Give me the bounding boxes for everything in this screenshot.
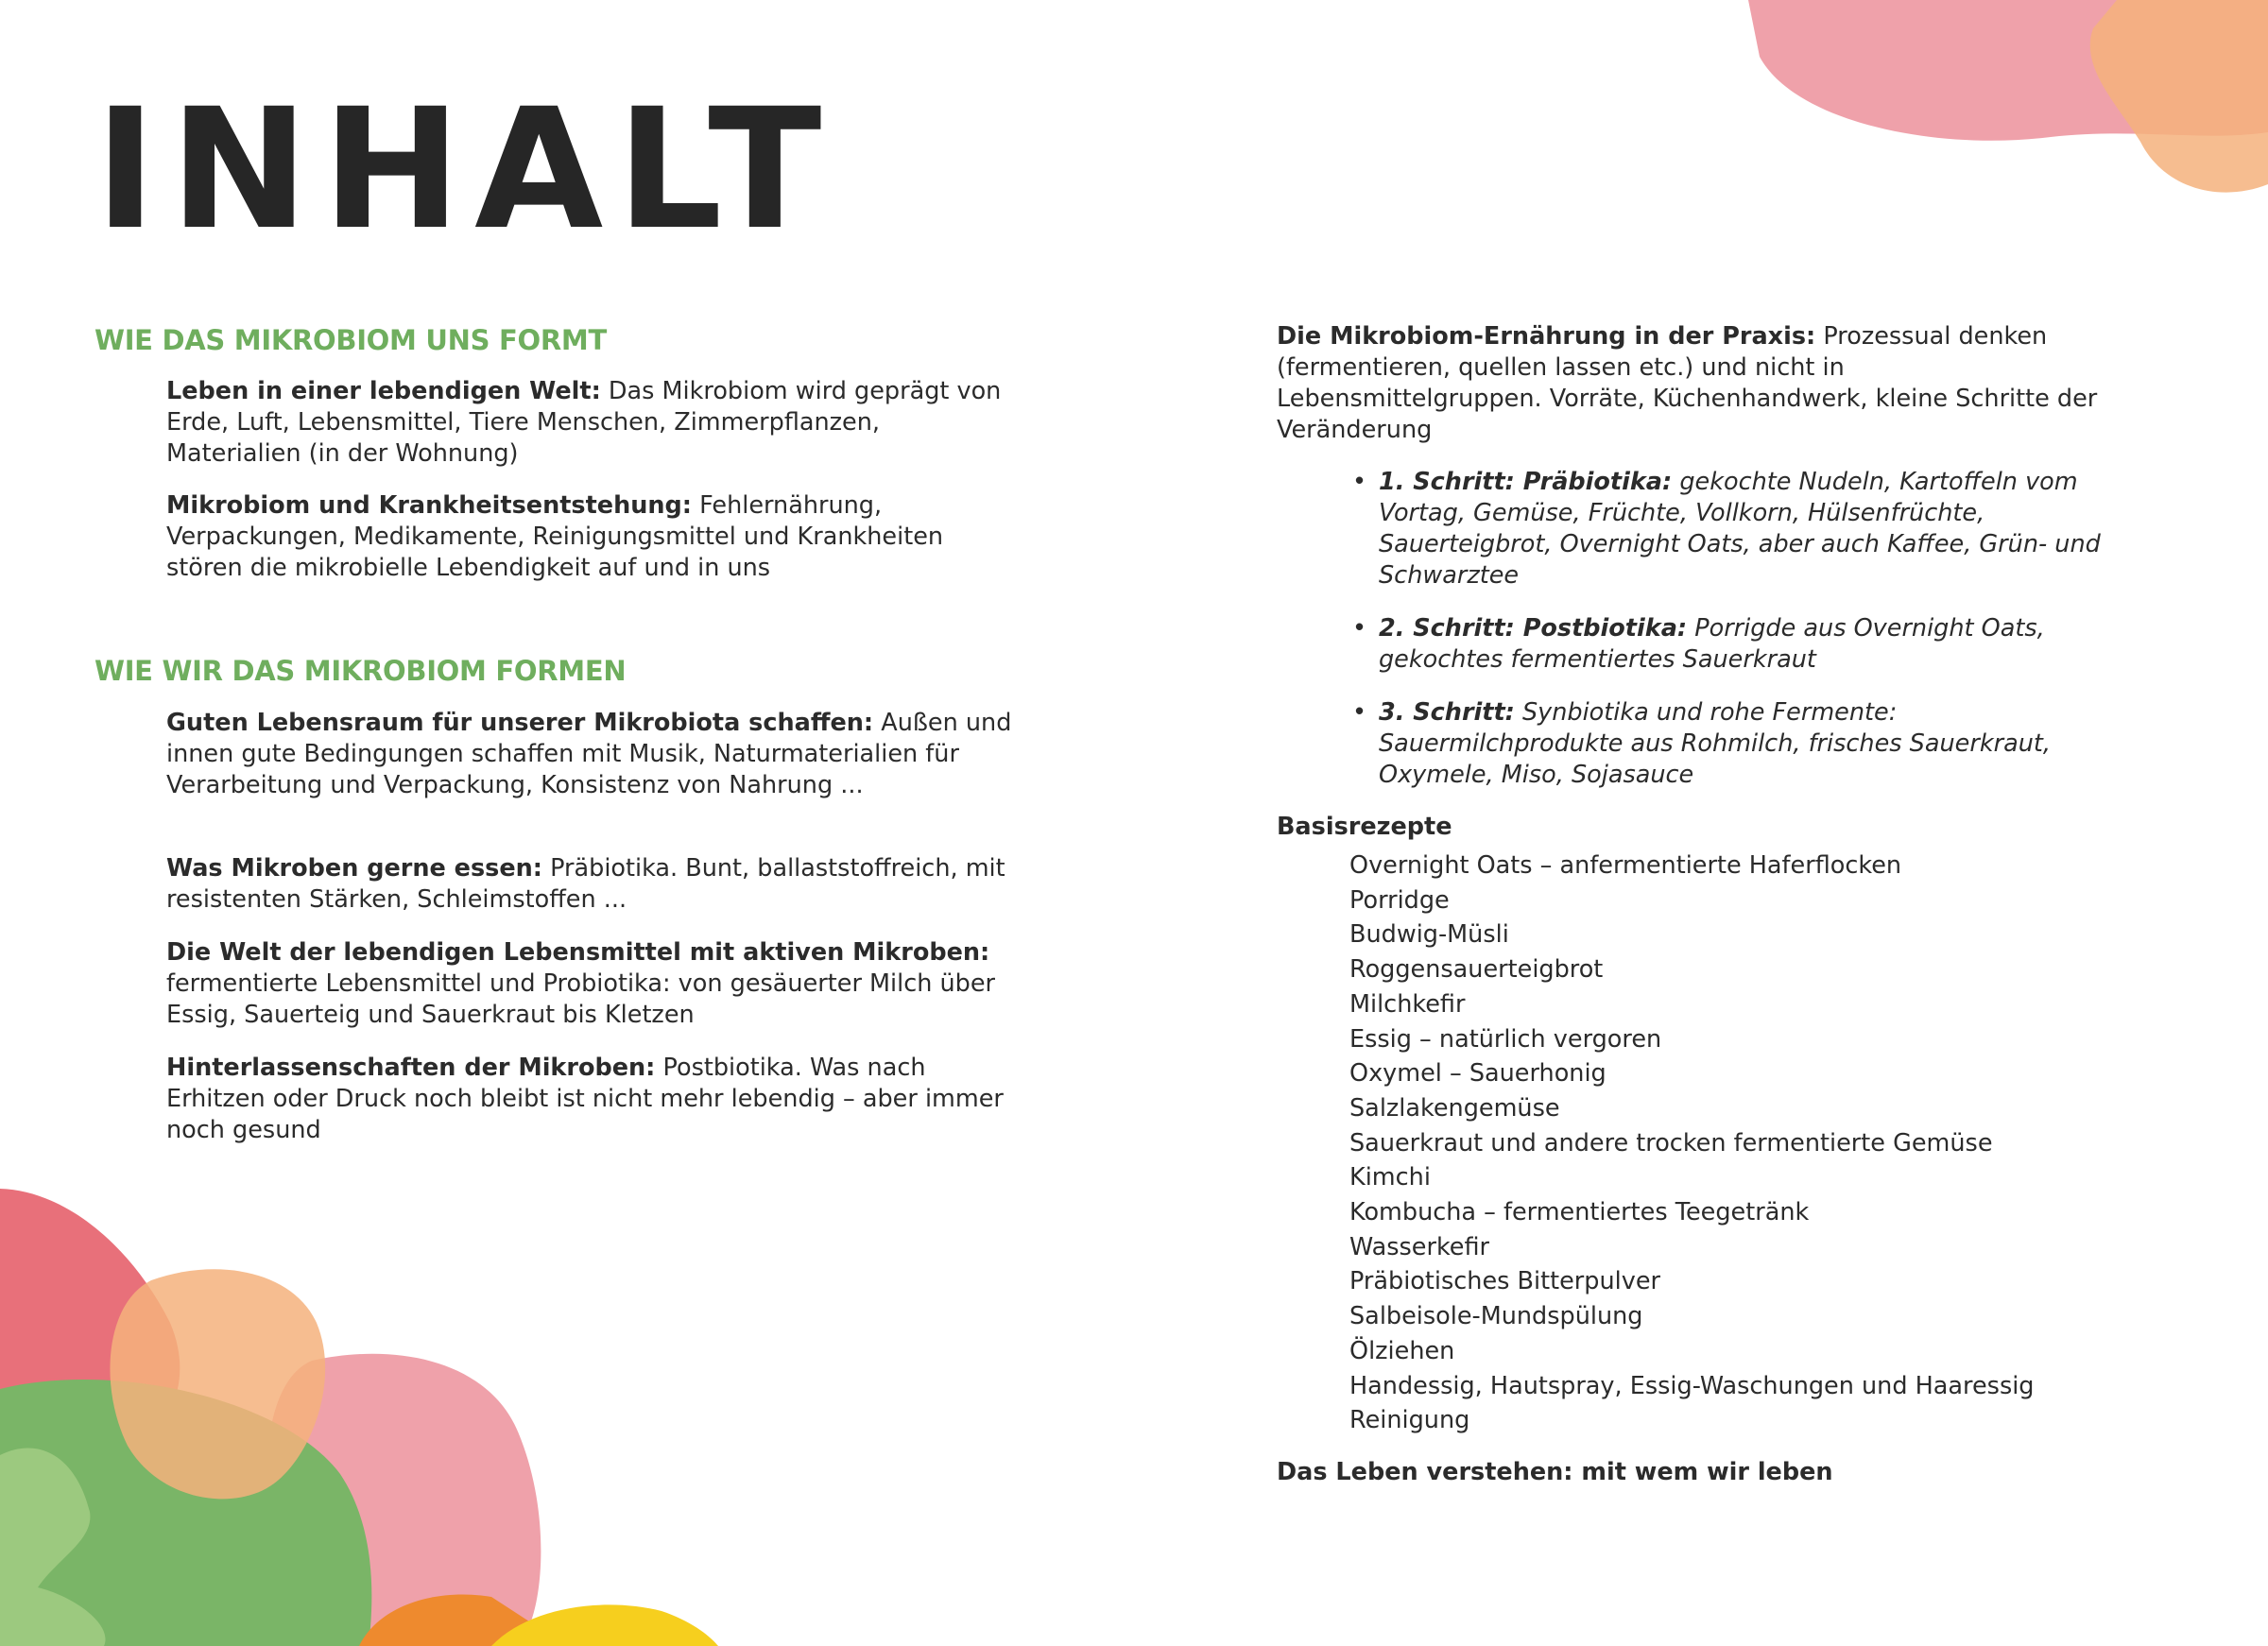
toc-entry-label: Mikrobiom und Krankheitsentstehung: xyxy=(166,491,692,520)
toc-entry-label: Guten Lebensraum für unserer Mikrobiota schaffen: xyxy=(166,709,874,737)
toc-entry-text: fermentierte Lebensmittel und Probiotika: von gesäuerter Milch über Essig, Sauerteig und Sauerkraut bis Kletzen xyxy=(166,969,996,1029)
section-heading-2: WIE WIR DAS MIKROBIOM FORMEN xyxy=(94,655,627,687)
recipe-item: Kombucha – fermentiertes Teegetränk xyxy=(1349,1198,1810,1227)
toc-entry xyxy=(166,376,1017,470)
step-label: 3. Schritt: xyxy=(1379,698,1515,727)
step-label: 2. Schritt: Postbiotika: xyxy=(1379,614,1688,643)
recipe-item: Budwig-Müsli xyxy=(1349,920,1509,950)
step-text: gekochte Nudeln, Kartoffeln vom Vortag, Gemüse, Früchte, Vollkorn, Hülsenfrüchte, Sauerteigbrot, Overnight Oats, aber auch Kaffee, Grün- und Schwarztee xyxy=(1379,468,2101,590)
toc-entry-text: Das Mikrobiom wird geprägt von Erde, Luft, Lebensmittel, Tiere Menschen, Zimmerpflanzen, Materialien (in der Wohnung) xyxy=(166,377,1002,468)
bullet-icon: • xyxy=(1352,614,1367,643)
recipe-item: Präbiotisches Bitterpulver xyxy=(1349,1267,1660,1296)
recipe-item: Milchkefir xyxy=(1349,989,1466,1019)
recipe-item: Roggensauerteigbrot xyxy=(1349,955,1604,985)
step-bullet xyxy=(1352,613,2108,676)
toc-entry xyxy=(166,490,1017,584)
toc-entry-text: Präbiotika. Bunt, ballaststoffreich, mit resistenten Stärken, Schleimstoffen ... xyxy=(166,854,1005,914)
toc-entry xyxy=(166,853,1017,916)
toc-entry xyxy=(166,708,1017,801)
recipes-heading: Basisrezepte xyxy=(1277,813,1452,841)
toc-entry-text: Außen und innen gute Bedingungen schaffen mit Musik, Naturmaterialien für Verarbeitung und Verpackung, Konsistenz von Nahrung ... xyxy=(166,709,1012,799)
toc-entry-praxis xyxy=(1277,321,2108,446)
recipe-item: Overnight Oats – anfermentierte Haferflocken xyxy=(1349,851,1902,880)
toc-entry xyxy=(166,1053,1017,1146)
recipe-item: Salzlakengemüse xyxy=(1349,1093,1560,1123)
bullet-icon: • xyxy=(1352,698,1367,727)
recipe-item: Handessig, Hautspray, Essig-Waschungen und Haaressig xyxy=(1349,1371,2035,1400)
recipe-item: Sauerkraut und andere trocken fermentierte Gemüse xyxy=(1349,1128,1993,1157)
recipe-item: Ölziehen xyxy=(1349,1336,1455,1365)
step-label: 1. Schritt: Präbiotika: xyxy=(1379,468,1673,496)
section-heading-1: WIE DAS MIKROBIOM UNS FORMT xyxy=(94,324,607,356)
page-title: INHALT xyxy=(94,73,835,266)
step-bullet xyxy=(1352,697,2108,791)
toc-entry-label: Was Mikroben gerne essen: xyxy=(166,854,542,883)
toc-entry-label: Leben in einer lebendigen Welt: xyxy=(166,377,601,405)
step-bullet xyxy=(1352,467,2108,592)
toc-entry-final: Das Leben verstehen: mit wem wir leben xyxy=(1277,1458,1833,1486)
toc-entry-label: Die Welt der lebendigen Lebensmittel mit aktiven Mikroben: xyxy=(166,938,990,967)
bottom-left-blobs xyxy=(0,1189,718,1646)
recipe-item: Essig – natürlich vergoren xyxy=(1349,1024,1662,1054)
toc-entry-text: Postbiotika. Was nach Erhitzen oder Druck noch bleibt ist nicht mehr lebendig – aber immer noch gesund xyxy=(166,1054,1004,1144)
toc-entry-label: Hinterlassenschaften der Mikroben: xyxy=(166,1054,656,1082)
top-right-blobs xyxy=(1748,0,2268,193)
recipe-item: Porridge xyxy=(1349,885,1450,915)
step-text: Porrigde aus Overnight Oats, gekochtes fermentiertes Sauerkraut xyxy=(1379,614,2045,674)
step-text: Synbiotika und rohe Fermente: Sauermilchprodukte aus Rohmilch, frisches Sauerkraut, Oxymele, Miso, Sojasauce xyxy=(1379,698,2051,789)
toc-entry-label: Die Mikrobiom-Ernährung in der Praxis: xyxy=(1277,322,1816,351)
recipe-item: Reinigung xyxy=(1349,1406,1470,1435)
toc-entry-text: Fehlernährung, Verpackungen, Medikamente, Reinigungsmittel und Krankheiten stören die mikrobielle Lebendigkeit auf und in uns xyxy=(166,491,944,582)
recipe-item: Wasserkefir xyxy=(1349,1232,1490,1261)
toc-entry xyxy=(166,937,1017,1031)
toc-entry-text: Prozessual denken (fermentieren, quellen lassen etc.) und nicht in Lebensmittelgruppen. Vorräte, Küchenhandwerk, kleine Schritte der Veränderung xyxy=(1277,322,2098,444)
recipe-item: Salbeisole-Mundspülung xyxy=(1349,1302,1643,1331)
recipe-item: Kimchi xyxy=(1349,1163,1431,1192)
recipe-item: Oxymel – Sauerhonig xyxy=(1349,1059,1606,1089)
recipes-list xyxy=(1349,849,2035,1438)
bullet-icon: • xyxy=(1352,468,1367,496)
